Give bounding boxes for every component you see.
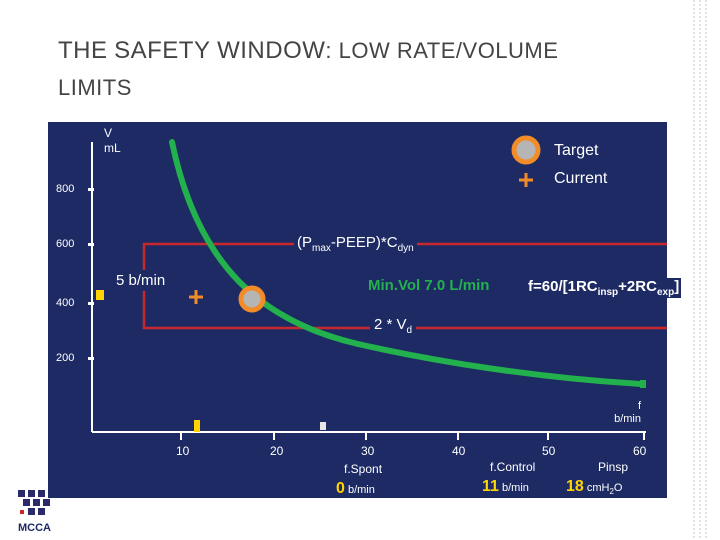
minvol-label: Min.Vol 7.0 L/min	[368, 277, 490, 294]
fcontrol-marker	[194, 420, 200, 432]
title-line2: LIMITS	[58, 75, 132, 101]
fcontrol-unit: b/min	[501, 482, 529, 494]
x-tick-label-40: 40	[452, 444, 466, 458]
title-word-window: WINDOW	[217, 37, 326, 64]
x-tick-label-20: 20	[270, 444, 284, 458]
cdyn-subscript: dyn	[397, 243, 414, 254]
pinsp-readout	[566, 478, 622, 496]
current-marker	[189, 290, 203, 304]
y-tick-800	[88, 188, 94, 191]
title-word-safety: SAFETY	[114, 37, 211, 64]
current-legend-icon	[519, 173, 533, 187]
decorative-lines	[680, 0, 720, 540]
y-tick-label-400: 400	[56, 297, 75, 309]
pinsp-unit-sub: 2	[609, 487, 614, 497]
target-legend-icon	[514, 138, 538, 162]
pmax-formula	[294, 234, 417, 254]
x-unit-symbol: f	[637, 400, 641, 412]
rate-min-label: 5 b/min	[112, 270, 169, 291]
vd-subscript: d	[406, 325, 413, 336]
x-axis-unit	[613, 400, 641, 426]
slide-title	[58, 32, 678, 106]
curve-end-marker	[640, 380, 646, 388]
x-tick-label-60: 60	[633, 444, 647, 458]
title-rest: : LOW RATE/VOLUME	[325, 38, 559, 63]
f-formula-end: ]	[674, 278, 680, 295]
fspont-readout	[336, 480, 375, 498]
y-tick-label-200: 200	[56, 352, 75, 364]
y-tick-600	[88, 243, 94, 246]
f-formula	[526, 278, 681, 298]
fspont-label: f.Spont	[344, 462, 383, 476]
title-word-the: THE	[58, 37, 108, 64]
pinsp-unit-end: O	[613, 482, 623, 494]
y-tick-400	[88, 302, 94, 305]
fcontrol-readout	[482, 478, 529, 496]
legend-current-label: Current	[554, 170, 608, 187]
fcontrol-label: f.Control	[490, 460, 536, 474]
y-unit-symbol: V	[104, 126, 113, 140]
x-tick-label-30: 30	[361, 444, 375, 458]
x-unit-bmin: b/min	[614, 413, 641, 425]
pmax-text: (P	[297, 234, 312, 251]
f-formula-mid: +2RC	[618, 278, 657, 295]
y-tick-label-800: 800	[56, 183, 75, 195]
pinsp-label: Pinsp	[598, 460, 629, 474]
pinsp-value: 18	[566, 478, 584, 495]
exp-subscript: exp	[656, 287, 675, 298]
rate-min-marker	[96, 290, 104, 300]
vd-label	[370, 316, 416, 336]
pmax-rest-text: -PEEP)*C	[330, 234, 398, 251]
y-axis-unit	[104, 126, 121, 156]
safety-window-diagram	[48, 122, 680, 498]
legend-target-label: Target	[554, 142, 599, 159]
y-tick-200	[88, 357, 94, 360]
target-marker	[241, 288, 263, 310]
fspont-marker	[320, 422, 326, 430]
vd-text: 2 * V	[374, 316, 407, 333]
fspont-value: 0	[336, 480, 345, 497]
logo-text: MCCA	[18, 522, 51, 534]
y-unit-ml: mL	[104, 141, 121, 155]
pmax-subscript: max	[312, 243, 331, 254]
pinsp-unit: cmH	[586, 482, 610, 494]
fspont-unit: b/min	[347, 484, 375, 496]
f-formula-text: f=60/[1RC	[528, 278, 598, 295]
fcontrol-value: 11	[482, 478, 499, 495]
insp-subscript: insp	[597, 287, 619, 298]
y-tick-label-600: 600	[56, 238, 75, 250]
x-tick-label-10: 10	[176, 444, 190, 458]
x-tick-label-50: 50	[542, 444, 556, 458]
